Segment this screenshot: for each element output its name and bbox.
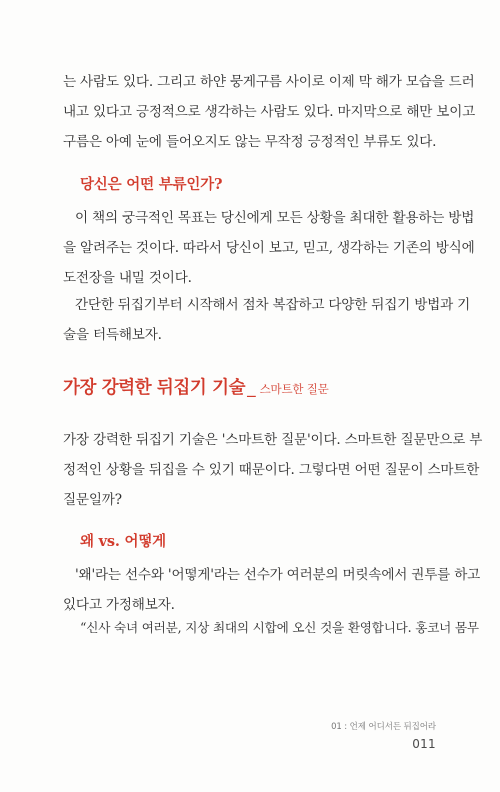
- quote-text: “신사 숙녀 여러분, 지상 최대의 시합에 오신 것을 환영합니다. 홍코너 몸무: [80, 620, 479, 635]
- running-head: 01 : 언제 어디서든 뒤집어라: [331, 722, 436, 732]
- paragraph-line: 을 알려주는 것이다. 따라서 당신이 보고, 믿고, 생각하는 기존의 방식에: [63, 240, 475, 256]
- paragraph-5: [63, 560, 481, 620]
- paragraph-line: 는 사람도 있다. 그리고 하얀 뭉게구름 사이로 이제 막 해가 모습을 드러: [63, 74, 475, 90]
- paragraph-3: [63, 290, 471, 350]
- paragraph-line: 정적인 상황을 뒤집을 수 있기 때문이다. 그렇다면 어떤 질문이 스마트한: [63, 462, 480, 478]
- paragraph-line: 구름은 아예 눈에 들어오지도 않는 무작정 긍정적인 부류도 있다.: [63, 134, 437, 150]
- paragraph-line: 이 책의 궁극적인 목표는 당신에게 모든 상황을 최대한 활용하는 방법: [75, 210, 475, 226]
- paragraph-line: '왜'라는 선수와 '어떻게'라는 선수가 여러분의 머릿속에서 권투를 하고: [75, 567, 481, 583]
- paragraph-line: 내고 있다고 긍정적으로 생각하는 사람도 있다. 마지막으로 해만 보이고: [63, 104, 476, 120]
- subhead-which-type: 당신은 어떤 부류인가?: [80, 176, 223, 193]
- paragraph-line: 도전장을 내밀 것이다.: [63, 270, 192, 286]
- section-subtitle: 스마트한 질문: [259, 382, 329, 396]
- paragraph-line: 있다고 가정해보자.: [63, 597, 175, 613]
- paragraph-line: 간단한 뒤집기부터 시작해서 점차 복잡하고 다양한 뒤집기 방법과 기: [75, 297, 471, 313]
- page-number: 011: [412, 737, 436, 751]
- paragraph-2: [63, 203, 475, 293]
- section-title-separator: _: [247, 378, 256, 398]
- section-heading: [63, 374, 329, 399]
- paragraph-line: 술을 터득해보자.: [63, 327, 162, 343]
- paragraph-4: [63, 425, 483, 515]
- section-title: 가장 강력한 뒤집기 기술: [63, 378, 246, 398]
- subhead-why-vs-how: 왜 vs. 어떻게: [80, 533, 166, 550]
- paragraph-1: [63, 67, 476, 157]
- paragraph-line: 질문일까?: [63, 492, 122, 508]
- paragraph-line: 가장 강력한 뒤집기 기술은 '스마트한 질문'이다. 스마트한 질문만으로 부: [63, 432, 483, 448]
